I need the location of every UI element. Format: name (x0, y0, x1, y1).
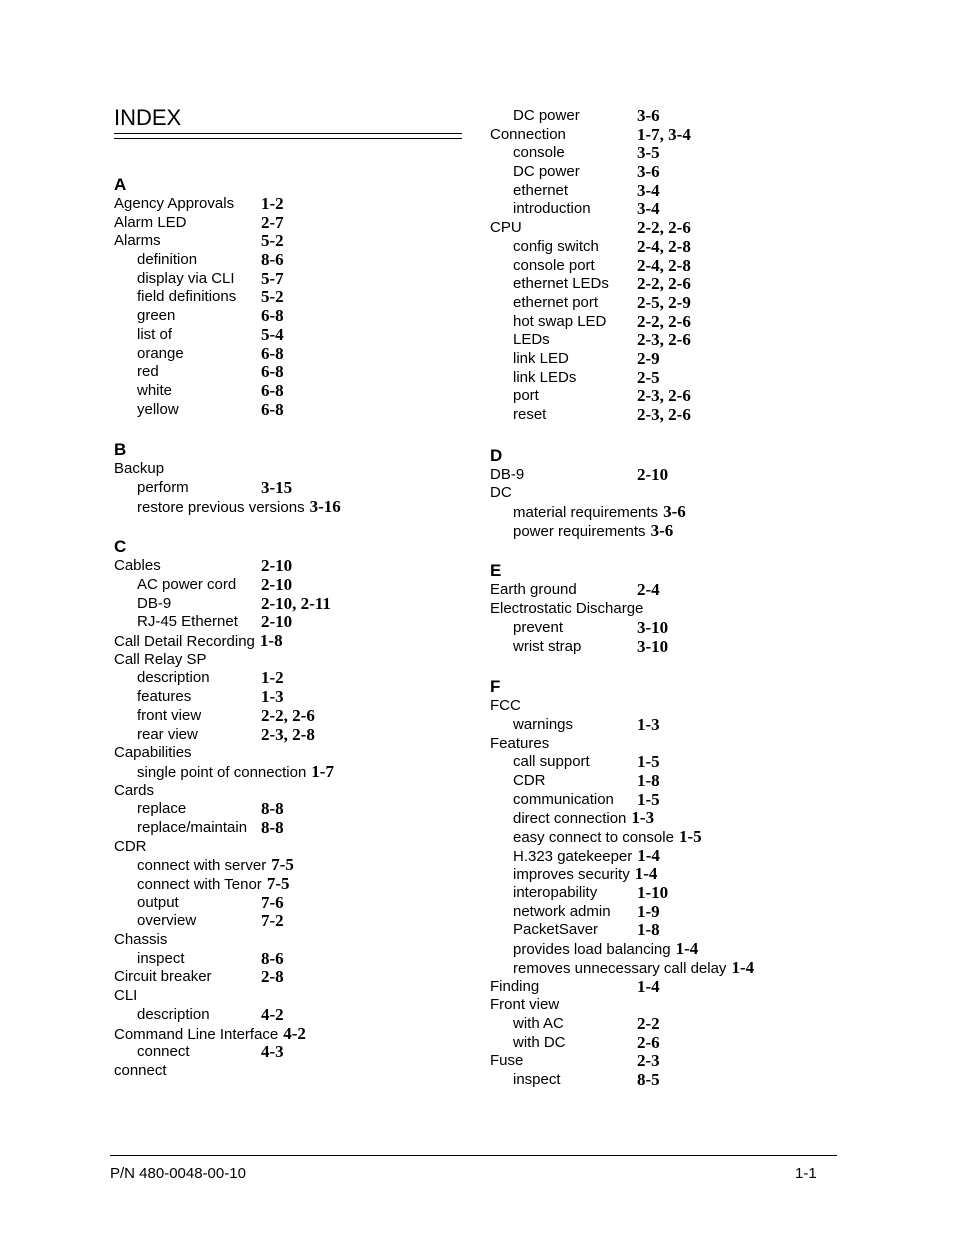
page-number: 1-1 (795, 1165, 817, 1182)
index-term: Chassis (114, 931, 168, 949)
index-entry (114, 1025, 474, 1044)
index-term: config switch (513, 237, 599, 255)
index-term: prevent (513, 618, 564, 636)
index-subentry (490, 753, 850, 772)
index-subentry (490, 772, 850, 791)
index-page-reference[interactable]: 3-4 (637, 199, 660, 219)
index-term: Capabilities (114, 744, 192, 762)
index-entry (490, 996, 850, 1015)
index-term: Agency Approvals (114, 195, 235, 212)
index-entry (490, 600, 850, 619)
index-term: warnings (513, 715, 574, 733)
index-page-reference[interactable]: 3-6 (663, 502, 686, 522)
index-term: Circuit breaker (114, 968, 212, 986)
index-term: yellow (137, 400, 179, 418)
index-page-reference[interactable]: 1-4 (731, 957, 755, 977)
index-term: output (137, 893, 179, 911)
index-page-reference[interactable]: 1-4 (637, 845, 660, 865)
index-page-reference[interactable]: 3-6 (637, 162, 660, 182)
index-term: list of (137, 325, 173, 343)
index-page-reference[interactable]: 2-2, 2-6 (637, 274, 691, 294)
index-page-reference[interactable]: 3-4 (637, 180, 660, 200)
index-page-reference[interactable]: 5-2 (261, 231, 284, 251)
index-page-reference[interactable]: 2-5, 2-9 (637, 292, 691, 312)
index-term: Backup (114, 460, 165, 478)
index-letter-heading: D (490, 445, 503, 465)
index-term: communication (513, 790, 614, 808)
index-subentry (490, 144, 850, 163)
index-term: AC power cord (137, 576, 237, 593)
index-entry (114, 214, 474, 233)
index-page-reference[interactable]: 1-3 (631, 808, 655, 828)
index-page-reference[interactable]: 7-6 (261, 892, 284, 912)
index-subentry (114, 251, 474, 270)
index-term: red (137, 363, 159, 381)
index-term: CPU (490, 219, 522, 237)
index-subentry (114, 669, 474, 688)
index-term: ethernet port (513, 293, 599, 311)
index-term: Finding (490, 977, 540, 995)
index-subentry (114, 856, 474, 875)
index-page-reference[interactable]: 2-3, 2-6 (637, 386, 691, 406)
index-subentry (114, 1006, 474, 1025)
index-entry (114, 744, 474, 763)
index-page-reference[interactable]: 8-8 (261, 817, 284, 837)
index-term: wrist strap (513, 637, 582, 655)
index-term: Cards (114, 781, 155, 799)
index-term: restore previous versions (137, 498, 305, 516)
index-term: connect with Tenor (137, 876, 262, 893)
index-page-reference[interactable]: 2-4, 2-8 (637, 236, 691, 256)
index-subentry (114, 763, 474, 782)
index-page-reference[interactable]: 1-4 (637, 976, 660, 996)
index-term: overview (137, 912, 197, 930)
index-entry (490, 219, 850, 238)
index-term: console port (513, 256, 595, 274)
index-subentry (490, 847, 850, 866)
index-subentry (490, 716, 850, 735)
index-page-reference[interactable]: 1-2 (261, 194, 284, 213)
index-page-reference[interactable]: 4-2 (261, 1004, 284, 1024)
index-subentry (114, 307, 474, 326)
index-entry (114, 557, 474, 576)
index-page-reference[interactable]: 2-4 (637, 580, 660, 600)
index-page-reference[interactable]: 3-15 (261, 477, 293, 497)
index-column-left (114, 174, 474, 1081)
index-page-reference[interactable]: 3-16 (309, 496, 341, 516)
index-subentry (114, 726, 474, 745)
index-subentry (114, 875, 474, 894)
footer-rule (110, 1155, 837, 1156)
index-subentry (114, 576, 474, 595)
index-page-reference[interactable]: 7-5 (266, 874, 290, 893)
index-subentry (490, 638, 850, 657)
index-term: definition (137, 251, 198, 269)
index-subentry (490, 387, 850, 406)
index-page-reference[interactable]: 6-8 (261, 343, 284, 363)
index-term: removes unnecessary call delay (513, 959, 727, 977)
index-entry (490, 581, 850, 600)
index-term: replace (137, 800, 187, 818)
index-subentry (490, 959, 850, 978)
index-page-reference[interactable]: 1-3 (637, 714, 660, 734)
index-term: connect with server (137, 857, 267, 875)
index-page-reference[interactable]: 8-8 (261, 799, 284, 819)
index-page-reference[interactable]: 6-8 (261, 380, 284, 400)
index-subentry (490, 331, 850, 350)
index-subentry (490, 921, 850, 940)
index-page-reference[interactable]: 2-8 (261, 967, 284, 987)
index-subentry (114, 819, 474, 838)
index-term: rear view (137, 725, 198, 743)
index-subentry (114, 270, 474, 289)
index-letter-heading: A (114, 175, 127, 194)
index-page-reference[interactable]: 6-8 (261, 362, 284, 382)
index-subentry (490, 406, 850, 425)
index-page-reference[interactable]: 2-2, 2-6 (637, 311, 691, 331)
index-subentry (490, 865, 850, 884)
index-entry (490, 484, 850, 503)
index-page-reference[interactable]: 1-3 (261, 687, 284, 707)
index-page-reference[interactable]: 2-3, 2-6 (637, 330, 691, 350)
index-subentry (490, 903, 850, 922)
index-term: power requirements (513, 522, 646, 540)
index-page-reference[interactable]: 2-2, 2-6 (261, 705, 315, 725)
index-entry (114, 651, 474, 670)
index-subentry (114, 595, 474, 614)
index-term: link LEDs (513, 368, 577, 386)
index-term: easy connect to console (513, 829, 674, 846)
index-term: with DC (513, 1033, 566, 1051)
index-term: Earth ground (490, 581, 577, 599)
index-term: improves security (513, 866, 630, 884)
index-page-reference[interactable]: 2-10 (261, 556, 293, 576)
index-page-reference[interactable]: 3-5 (637, 143, 660, 163)
index-entry (114, 782, 474, 801)
index-entry (114, 931, 474, 950)
index-term: FCC (490, 697, 521, 715)
index-entry (490, 466, 850, 485)
index-page-reference[interactable]: 2-10 (261, 575, 293, 594)
index-term: LEDs (513, 331, 550, 349)
index-page-reference[interactable]: 1-4 (675, 939, 699, 959)
index-term: H.323 gatekeeper (513, 847, 633, 865)
index-subentry (114, 894, 474, 913)
index-page-reference[interactable]: 5-2 (261, 287, 284, 307)
index-term: DB-9 (490, 465, 525, 483)
index-page-reference[interactable]: 2-10 (637, 464, 669, 484)
index-term: provides load balancing (513, 941, 671, 959)
index-subentry (490, 1071, 850, 1090)
index-subentry (490, 503, 850, 522)
index-subentry (114, 326, 474, 345)
index-term: DC power (513, 107, 580, 124)
index-term: DB-9 (137, 594, 172, 612)
index-entry (114, 838, 474, 857)
index-subentry (490, 522, 850, 541)
index-entry (114, 460, 474, 479)
index-page-reference[interactable]: 2-9 (637, 348, 660, 368)
index-term: ethernet (513, 181, 569, 199)
index-entry (114, 968, 474, 987)
index-term: interopability (513, 884, 598, 902)
index-subentry (114, 912, 474, 931)
index-term: PacketSaver (513, 921, 599, 939)
index-page-reference[interactable]: 2-6 (637, 1032, 660, 1052)
index-subentry (490, 257, 850, 276)
index-term: inspect (137, 949, 185, 967)
index-page-reference[interactable]: 1-2 (261, 668, 284, 688)
index-term: Call Relay SP (114, 650, 207, 668)
part-number: P/N 480-0048-00-10 (110, 1165, 246, 1182)
index-subentry (114, 1043, 474, 1062)
index-page-reference[interactable]: 1-7, 3-4 (637, 124, 691, 144)
index-term: material requirements (513, 504, 659, 522)
index-page-reference[interactable]: 2-4, 2-8 (637, 255, 691, 275)
index-subentry (490, 1015, 850, 1034)
index-term: link LED (513, 349, 569, 367)
title-rule-bottom (114, 138, 462, 139)
index-subentry (490, 163, 850, 182)
index-term: CLI (114, 987, 138, 1005)
index-subentry (490, 619, 850, 638)
index-term: Fuse (490, 1052, 524, 1070)
index-subentry (114, 613, 474, 632)
index-subentry (114, 479, 474, 498)
index-entry (490, 978, 850, 997)
index-term: Connection (490, 125, 566, 143)
index-entry (114, 1062, 474, 1081)
index-page-reference[interactable]: 7-5 (271, 855, 294, 875)
index-page-reference[interactable]: 1-8 (259, 631, 283, 651)
index-term: direct connection (513, 810, 627, 828)
index-subentry (490, 884, 850, 903)
index-term: display via CLI (137, 269, 235, 287)
index-page-reference[interactable]: 1-4 (634, 864, 658, 884)
index-term: connect (137, 1043, 190, 1061)
index-page-reference[interactable]: 5-4 (261, 324, 284, 344)
index-page-reference[interactable]: 2-10 (261, 612, 293, 632)
page-title: INDEX (114, 105, 182, 130)
index-subentry (490, 238, 850, 257)
index-term: single point of connection (137, 763, 307, 781)
index-term: Electrostatic Discharge (490, 600, 644, 618)
index-term: Cables (114, 557, 161, 575)
index-term: hot swap LED (513, 312, 607, 330)
index-page-reference[interactable]: 3-10 (637, 636, 669, 656)
index-page-reference[interactable]: 3-10 (637, 617, 669, 637)
index-term: Alarms (114, 232, 161, 250)
index-subentry (490, 107, 850, 126)
index-page-reference[interactable]: 8-5 (637, 1069, 660, 1089)
index-subentry (114, 382, 474, 401)
index-page-reference[interactable]: 2-2 (637, 1013, 660, 1033)
index-page-reference[interactable]: 1-8 (637, 920, 660, 940)
index-entry (114, 232, 474, 251)
title-rule-top (114, 133, 462, 134)
index-term: port (513, 387, 539, 405)
index-term: orange (137, 344, 184, 362)
index-term: features (137, 688, 192, 706)
index-subentry (114, 688, 474, 707)
index-subentry (490, 200, 850, 219)
index-page-reference[interactable]: 6-8 (261, 306, 284, 326)
index-page-reference[interactable]: 1-9 (637, 901, 660, 921)
index-subentry (490, 182, 850, 201)
index-term: with AC (513, 1014, 564, 1032)
index-page-reference[interactable]: 4-2 (283, 1023, 306, 1043)
index-subentry (490, 350, 850, 369)
index-entry (114, 632, 474, 651)
index-subentry (490, 809, 850, 828)
index-term: Front view (490, 996, 560, 1014)
index-page-reference[interactable]: 2-3 (637, 1051, 660, 1071)
index-page-reference[interactable]: 2-3, 2-8 (261, 724, 315, 744)
index-subentry (490, 369, 850, 388)
index-subentry (490, 940, 850, 959)
index-subentry (114, 950, 474, 969)
index-term: DC power (513, 163, 580, 181)
index-page-reference[interactable]: 5-7 (261, 268, 284, 288)
index-page-reference[interactable]: 3-6 (637, 106, 660, 125)
index-term: green (137, 307, 176, 325)
index-subentry (114, 498, 474, 517)
index-subentry (114, 288, 474, 307)
index-term: description (137, 1005, 210, 1023)
index-term: ethernet LEDs (513, 275, 609, 293)
index-subentry (490, 294, 850, 313)
index-page-reference[interactable]: 1-8 (637, 770, 660, 790)
index-term: perform (137, 478, 189, 496)
index-term: inspect (513, 1070, 561, 1088)
index-page-reference[interactable]: 1-5 (678, 827, 702, 846)
index-page-reference[interactable]: 8-6 (261, 250, 284, 270)
index-page-reference[interactable]: 2-10, 2-11 (261, 593, 331, 613)
index-letter-heading: B (114, 440, 127, 460)
index-subentry (490, 791, 850, 810)
index-entry (114, 195, 474, 214)
index-letter-heading: C (114, 537, 127, 557)
index-term: introduction (513, 200, 591, 218)
index-page-reference[interactable]: 3-6 (650, 520, 674, 540)
index-subentry (490, 828, 850, 847)
index-subentry (490, 313, 850, 332)
index-term: RJ-45 Ethernet (137, 613, 238, 631)
index-term: Features (490, 734, 550, 752)
index-letter-heading: F (490, 677, 501, 697)
index-subentry (114, 800, 474, 819)
index-page-reference[interactable]: 1-10 (637, 883, 669, 903)
index-term: CDR (513, 771, 546, 789)
index-page-reference[interactable]: 8-6 (261, 948, 284, 968)
index-term: Call Detail Recording (114, 633, 255, 651)
index-term: front view (137, 706, 202, 724)
index-subentry (114, 707, 474, 726)
index-term: field definitions (137, 288, 237, 306)
index-term: replace/maintain (137, 818, 248, 836)
index-entry (490, 126, 850, 145)
index-term: Alarm LED (114, 213, 187, 231)
index-page-reference[interactable]: 2-5 (637, 367, 660, 387)
index-subentry (114, 401, 474, 420)
index-entry (114, 987, 474, 1006)
index-term: CDR (114, 837, 147, 855)
index-term: description (137, 669, 210, 687)
index-term: call support (513, 753, 590, 771)
index-page-reference[interactable]: 4-3 (261, 1042, 284, 1062)
index-page-reference[interactable]: 2-7 (261, 212, 284, 232)
index-term: DC (490, 484, 512, 502)
index-page-reference[interactable]: 6-8 (261, 399, 284, 419)
index-subentry (114, 345, 474, 364)
index-page-reference[interactable]: 1-5 (637, 789, 660, 809)
index-entry (490, 697, 850, 716)
index-entry (490, 735, 850, 754)
index-page-reference[interactable]: 2-2, 2-6 (637, 218, 691, 238)
index-term: connect (114, 1061, 167, 1079)
index-term: Command Line Interface (114, 1025, 279, 1043)
index-term: console (513, 144, 565, 162)
index-entry (490, 1052, 850, 1071)
index-subentry (490, 1034, 850, 1053)
index-term: network admin (513, 902, 611, 920)
index-term: white (137, 381, 173, 399)
index-letter-heading: E (490, 561, 502, 581)
index-subentry (114, 363, 474, 382)
index-column-right (490, 107, 850, 1090)
index-page-reference[interactable]: 7-2 (261, 911, 284, 931)
index-page-reference[interactable]: 1-7 (311, 761, 334, 781)
index-page-reference[interactable]: 1-5 (637, 752, 660, 772)
index-page-reference[interactable]: 2-3, 2-6 (637, 405, 691, 424)
index-term: reset (513, 406, 547, 423)
index-subentry (490, 275, 850, 294)
